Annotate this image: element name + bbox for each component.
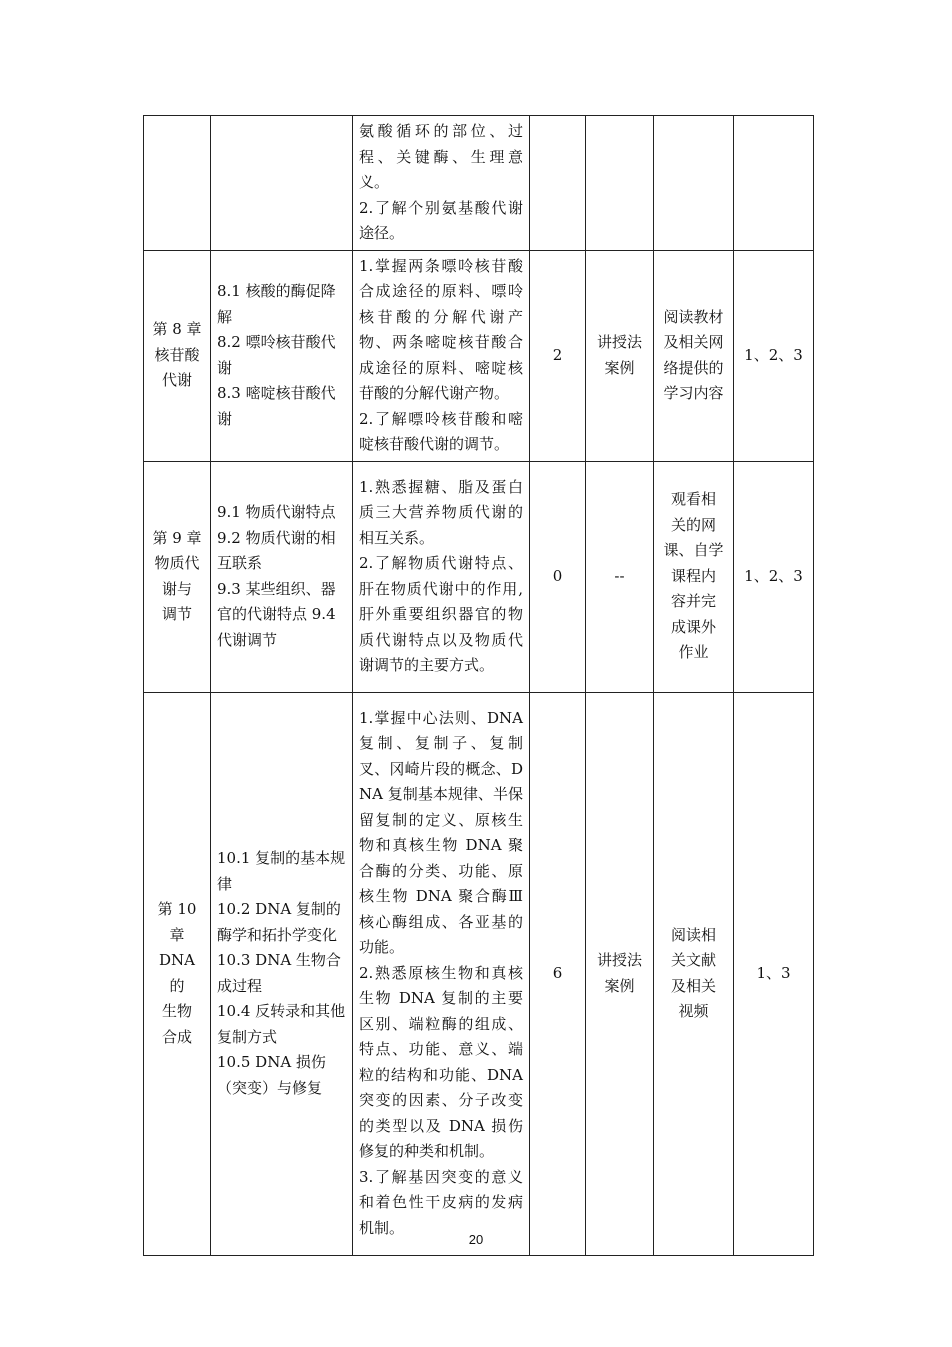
requirements-line: 氨酸循环的部位、过程、关键酶、生理意义。 [359, 122, 523, 191]
sections-line: 8.2 嘌呤核苷酸代谢 [217, 333, 336, 377]
requirements-line: 2.熟悉原核生物和真核生物 DNA 复制的主要区别、端粒酶的组成、特点、功能、意义、端粒的结构和功能、DNA 突变的因素、分子改变的类型以及 DNA 损伤修复的种类和机制。 [359, 963, 523, 1161]
self-study-line: 观看相 [670, 490, 716, 509]
self-study-line: 学习内容 [663, 384, 724, 402]
sections-line: 9.2 物质代谢的相互联系 [217, 528, 336, 572]
chapter-line: 合成 [161, 1027, 192, 1046]
chapter-line: 谢与 [161, 579, 192, 598]
chapter-cell [144, 250, 211, 461]
self-study-line: 及相关网 [663, 333, 724, 351]
requirements-line: 2.了解物质代谢特点、肝在物质代谢中的作用,肝外重要组织器官的物质代谢特点以及物质代谢调节的主要方式。 [359, 554, 523, 674]
table-row [144, 692, 814, 1255]
chapter-line: DNA 的 [159, 951, 195, 995]
table-row [144, 250, 814, 461]
sections-cell [211, 116, 353, 251]
chapter-line: 调节 [161, 605, 192, 623]
sections-line: 9.3 某些组织、器官的代谢特点 9.4 代谢调节 [217, 579, 336, 649]
self-study-line: 阅读教材 [663, 307, 724, 326]
sections-line: 8.1 核酸的酶促降解 [217, 282, 336, 326]
hours-cell: 0 [530, 461, 586, 692]
self-study-line: 关的网 [670, 515, 716, 534]
chapter-line: 代谢 [161, 371, 192, 390]
self-study-line: 视频 [678, 1002, 709, 1020]
chapter-line: 生物 [161, 1002, 192, 1020]
requirements-line: 1.掌握中心法则、DNA 复制、复制子、复制叉、冈崎片段的概念、DNA 复制基本规律、半保留复制的定义、原核生物和真核生物 DNA 聚合酶的分类、功能、原核生物 DNA 聚合酶Ⅲ核心酶组成、各亚基的功能。 [359, 708, 523, 957]
self-study-line: 课程内 [670, 566, 716, 585]
method-line: 案例 [604, 358, 635, 377]
syllabus-table [143, 115, 814, 1256]
chapter-line: 第 9 章 [152, 528, 202, 547]
self-study-cell [654, 250, 734, 461]
requirements-line: 3.了解基因突变的意义和着色性干皮病的发病机制。 [359, 1167, 523, 1237]
hours-cell: 2 [530, 250, 586, 461]
chapter-cell [144, 692, 211, 1255]
objectives-cell: 1、2、3 [734, 250, 814, 461]
chapter-cell [144, 116, 211, 251]
page-number: 20 [468, 1232, 484, 1247]
requirements-line: 2.了解个别氨基酸代谢途径。 [359, 198, 523, 242]
method-cell [586, 250, 654, 461]
table-body [144, 116, 814, 1256]
requirements-line: 1.掌握两条嘌呤核苷酸合成途径的原料、嘌呤核苷酸的分解代谢产物、两条嘧啶核苷酸合成途径的原料、嘧啶核苷酸的分解代谢产物。 [359, 256, 523, 402]
method-cell [586, 692, 654, 1255]
sections-line: 10.5 DNA 损伤（突变）与修复 [217, 1053, 326, 1097]
requirements-cell [353, 461, 530, 692]
requirements-line: 2.了解嘌呤核苷酸和嘧啶核苷酸代谢的调节。 [359, 409, 523, 453]
self-study-line: 络提供的 [663, 358, 724, 377]
hours-cell [530, 116, 586, 251]
chapter-line: 核苷酸 [154, 345, 200, 364]
table-row [144, 461, 814, 692]
sections-line: 8.3 嘧啶核苷酸代谢 [217, 384, 336, 428]
self-study-cell [654, 692, 734, 1255]
objectives-cell: 1、3 [734, 692, 814, 1255]
self-study-line: 容并完 [670, 592, 716, 611]
self-study-cell [654, 461, 734, 692]
method-cell [586, 461, 654, 692]
requirements-cell [353, 250, 530, 461]
table-row [144, 116, 814, 251]
objectives-cell: 1、2、3 [734, 461, 814, 692]
method-line: -- [614, 566, 625, 585]
self-study-line: 阅读相 [670, 925, 716, 944]
method-line: 案例 [604, 976, 635, 995]
self-study-line: 成课外 [670, 617, 716, 636]
sections-cell [211, 692, 353, 1255]
sections-line: 10.2 DNA 复制的酶学和拓扑学变化 [217, 900, 341, 944]
chapter-cell [144, 461, 211, 692]
chapter-line: 第 8 章 [152, 320, 202, 339]
self-study-cell [654, 116, 734, 251]
sections-line: 10.1 复制的基本规律 [217, 849, 346, 893]
requirements-cell [353, 692, 530, 1255]
sections-line: 10.3 DNA 生物合成过程 [217, 951, 341, 995]
self-study-line: 及相关 [670, 976, 716, 995]
sections-cell [211, 250, 353, 461]
chapter-line: 第 10 章 [157, 900, 197, 944]
chapter-line: 物质代 [154, 554, 200, 572]
method-line: 讲授法 [596, 333, 642, 351]
self-study-line: 关文献 [670, 951, 716, 969]
self-study-line: 作业 [678, 643, 709, 662]
requirements-cell [353, 116, 530, 251]
sections-line: 10.4 反转录和其他复制方式 [217, 1002, 346, 1046]
requirements-line: 1.熟悉握糖、脂及蛋白质三大营养物质代谢的相互关系。 [359, 477, 523, 547]
hours-cell: 6 [530, 692, 586, 1255]
sections-line: 9.1 物质代谢特点 [217, 503, 336, 521]
method-cell [586, 116, 654, 251]
sections-cell [211, 461, 353, 692]
objectives-cell [734, 116, 814, 251]
self-study-line: 课、自学 [663, 541, 724, 560]
method-line: 讲授法 [596, 951, 642, 969]
